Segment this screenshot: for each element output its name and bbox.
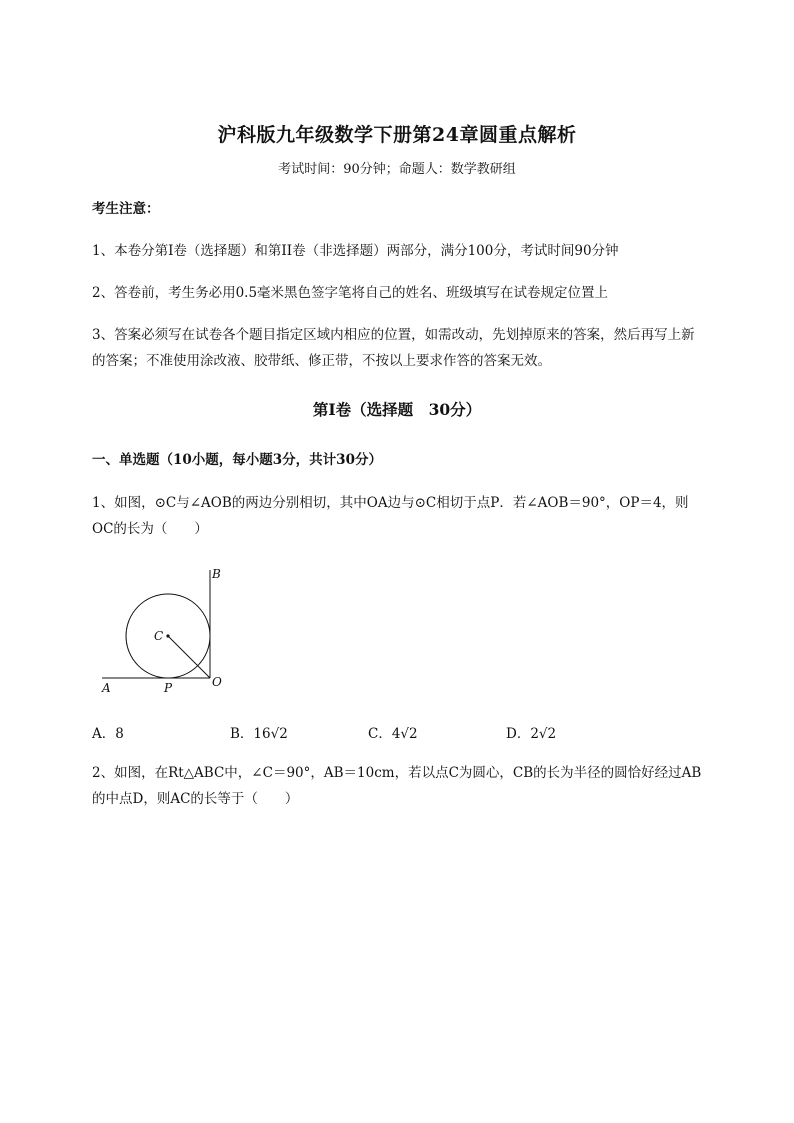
part-heading: 一、单选题（10小题，每小题3分，共计30分） — [92, 452, 382, 468]
question-2-line-1: 2、如图，在Rt△ABC中，∠C＝90°，AB＝10cm，若以点C为圆心，CB的长为半径的圆恰好经过AB — [92, 765, 702, 781]
question-1-line-2: OC的长为（ ） — [92, 521, 208, 537]
option-d[interactable]: D．2√2 — [506, 726, 557, 742]
notice-item-2: 2、答卷前，考生务必用0.5毫米黑色签字笔将自己的姓名、班级填写在试卷规定位置上 — [92, 285, 609, 301]
question-2-line-2: 的中点D，则AC的长等于（ ） — [92, 791, 299, 807]
label-p: P — [164, 681, 173, 695]
notice-heading: 考生注意： — [92, 201, 160, 217]
section-title: 第I卷（选择题 30分） — [312, 400, 482, 419]
label-b: B — [212, 567, 221, 581]
notice-item-3-line-1: 3、答案必须写在试卷各个题目指定区域内相应的位置，如需改动，先划掉原来的答案，然后再写上新 — [92, 327, 695, 343]
page-subtitle: 考试时间：90分钟；命题人：数学教研组 — [278, 162, 516, 177]
notice-item-3-line-2: 的答案；不准使用涂改液、胶带纸、修正带，不按以上要求作答的答案无效。 — [92, 353, 551, 369]
option-a[interactable]: A．8 — [92, 726, 124, 742]
page-title: 沪科版九年级数学下册第24章圆重点解析 — [217, 124, 577, 146]
center-point — [166, 634, 169, 637]
option-c[interactable]: C．4√2 — [368, 726, 418, 742]
label-o: O — [212, 675, 222, 689]
question-1-line-1: 1、如图，⊙C与∠AOB的两边分别相切，其中OA边与⊙C相切于点P．若∠AOB＝90°，OP＝4，则 — [92, 495, 689, 511]
notice-item-1: 1、本卷分第I卷（选择题）和第II卷（非选择题）两部分，满分100分，考试时间90分钟 — [92, 243, 619, 259]
question-1-figure — [96, 562, 236, 698]
label-a: A — [102, 681, 111, 695]
segment-oc — [168, 636, 210, 678]
option-b[interactable]: B．16√2 — [230, 726, 288, 742]
label-c: C — [154, 629, 164, 643]
